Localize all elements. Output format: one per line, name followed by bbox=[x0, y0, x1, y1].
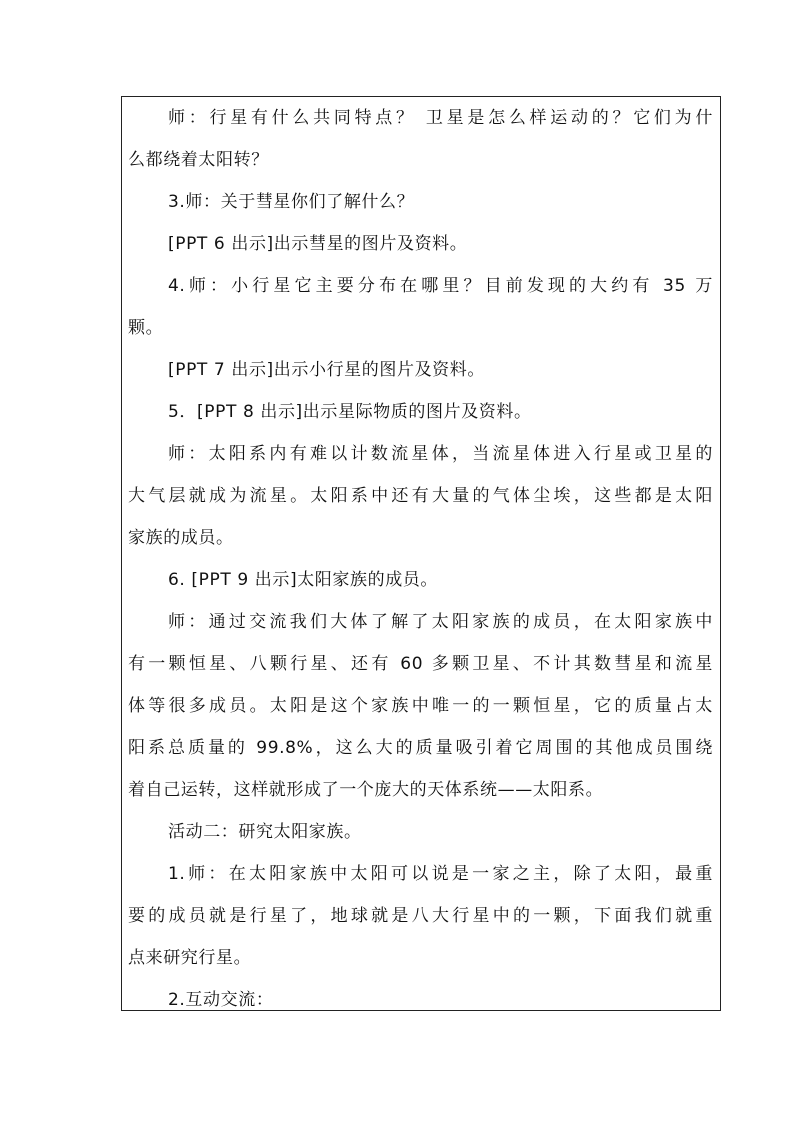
text-line: 师：通过交流我们大体了解了太阳家族的成员，在太阳家族中 bbox=[168, 612, 713, 632]
text-line: [PPT 6 出示]出示彗星的图片及资料。 bbox=[168, 234, 468, 254]
text-line: [PPT 7 出示]出示小行星的图片及资料。 bbox=[168, 360, 485, 380]
text-line: 颗。 bbox=[128, 318, 164, 338]
text-line: 3.师：关于彗星你们了解什么？ bbox=[168, 192, 415, 212]
text-line: 要的成员就是行星了，地球就是八大行星中的一颗，下面我们就重 bbox=[128, 906, 713, 926]
text-line: 5．[PPT 8 出示]出示星际物质的图片及资料。 bbox=[168, 402, 532, 422]
section-heading: 活动二：研究太阳家族。 bbox=[168, 822, 362, 842]
text-line: 有一颗恒星、八颗行星、还有 60 多颗卫星、不计其数彗星和流星 bbox=[128, 654, 713, 674]
text-line: 阳系总质量的 99.8%，这么大的质量吸引着它周围的其他成员围绕 bbox=[128, 738, 713, 758]
text-line: 着自己运转，这样就形成了一个庞大的天体系统——太阳系。 bbox=[128, 780, 604, 800]
text-line: 点来研究行星。 bbox=[128, 948, 252, 968]
text-line: 2.互动交流： bbox=[168, 990, 274, 1010]
text-line: 6. [PPT 9 出示]太阳家族的成员。 bbox=[168, 570, 438, 590]
text-line: 体等很多成员。太阳是这个家族中唯一的一颗恒星，它的质量占太 bbox=[128, 696, 713, 716]
text-line: 1.师：在太阳家族中太阳可以说是一家之主，除了太阳，最重 bbox=[168, 864, 713, 884]
text-line: 家族的成员。 bbox=[128, 528, 234, 548]
text-line: 师：行星有什么共同特点？ 卫星是怎么样运动的？它们为什 bbox=[168, 108, 713, 128]
text-line: 大气层就成为流星。太阳系中还有大量的气体尘埃，这些都是太阳 bbox=[128, 486, 713, 506]
text-line: 师：太阳系内有难以计数流星体，当流星体进入行星或卫星的 bbox=[168, 444, 713, 464]
text-line: 4.师：小行星它主要分布在哪里？目前发现的大约有 35 万 bbox=[168, 276, 713, 296]
text-line: 么都绕着太阳转？ bbox=[128, 150, 269, 170]
